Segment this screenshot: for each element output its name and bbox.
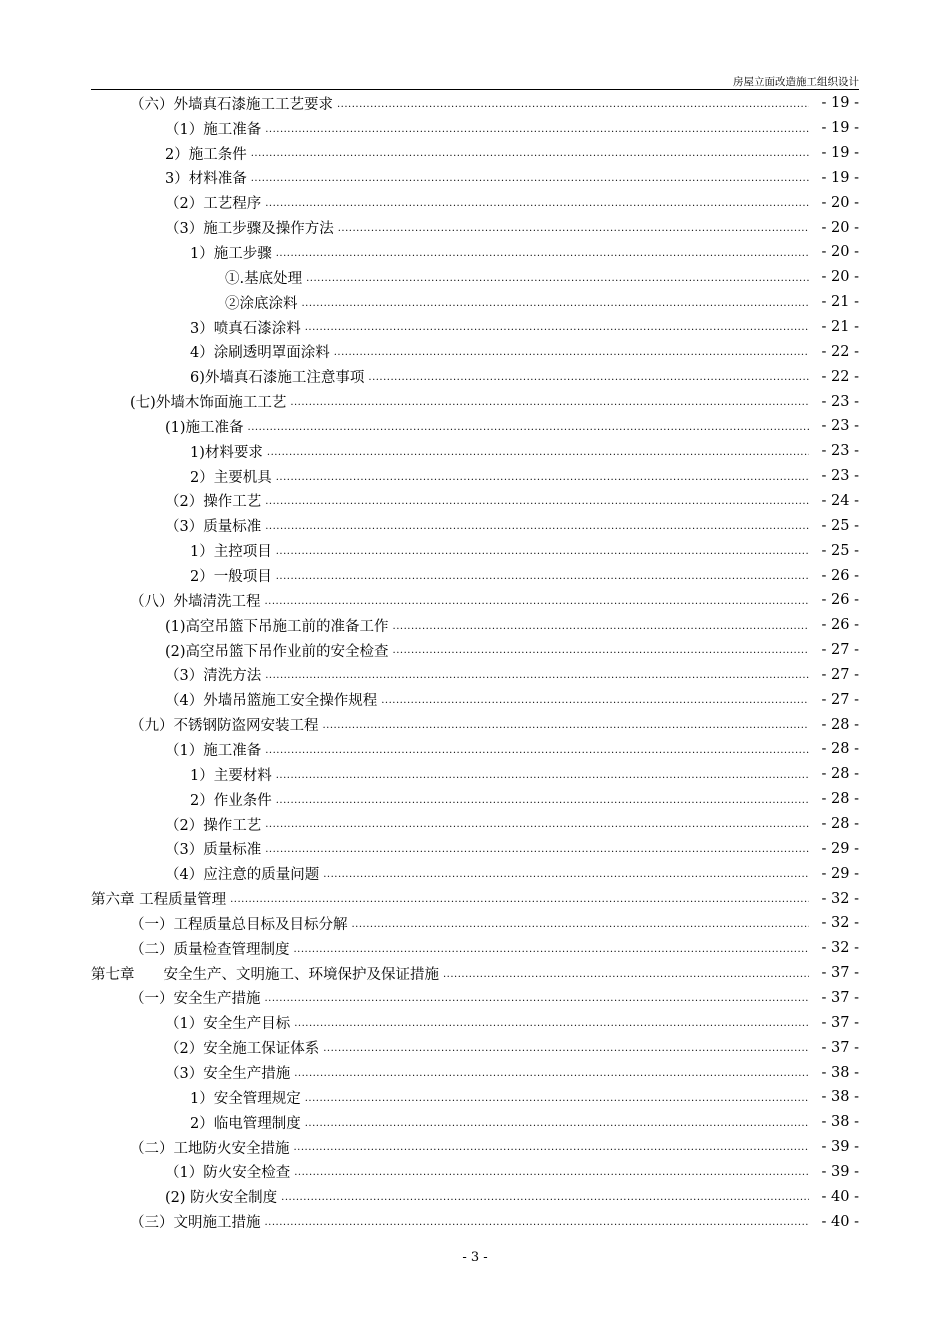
toc-entry-title: （一）安全生产措施 — [130, 991, 261, 1008]
toc-entry[interactable] — [0, 340, 859, 365]
toc-dot-leader — [265, 994, 810, 1004]
toc-entry-page: - 28 - — [821, 766, 859, 783]
toc-dot-leader — [265, 125, 809, 135]
toc-dot-leader — [230, 895, 809, 905]
page-number: - 3 - — [462, 1250, 488, 1265]
toc-entry[interactable] — [0, 1135, 859, 1160]
toc-dot-leader — [276, 249, 809, 259]
toc-entry-title: (2) 防火安全制度 — [165, 1190, 278, 1207]
toc-entry[interactable] — [0, 315, 859, 340]
toc-entry-title: 1）安全管理规定 — [190, 1090, 301, 1107]
toc-dot-leader — [302, 299, 810, 309]
toc-entry-title: 2）施工条件 — [165, 146, 247, 163]
toc-entry-title: （三）文明施工措施 — [130, 1215, 261, 1232]
toc-entry-page: - 28 - — [821, 791, 859, 808]
toc-entry[interactable] — [0, 414, 859, 439]
toc-entry-page: - 23 - — [821, 418, 859, 435]
toc-dot-leader — [323, 1044, 809, 1054]
toc-dot-leader — [265, 597, 810, 607]
toc-entry[interactable] — [0, 513, 859, 538]
toc-entry-title: 3）材料准备 — [165, 171, 247, 188]
toc-entry[interactable] — [0, 1160, 859, 1185]
toc-entry-page: - 39 - — [821, 1163, 859, 1180]
toc-entry[interactable] — [0, 464, 859, 489]
toc-entry-title: （1）防火安全检查 — [165, 1165, 291, 1182]
toc-entry-page: - 32 - — [821, 940, 859, 957]
toc-entry-page: - 22 - — [821, 343, 859, 360]
toc-entry-title: (1)高空吊篮下吊施工前的准备工作 — [165, 618, 389, 635]
toc-entry-title: 第七章 安全生产、文明施工、环境保护及保证措施 — [91, 966, 439, 983]
toc-entry-title: （4）外墙吊篮施工安全操作规程 — [165, 693, 378, 710]
toc-entry[interactable] — [0, 439, 859, 464]
toc-entry[interactable] — [0, 812, 859, 837]
toc-entry[interactable] — [0, 290, 859, 315]
toc-entry-title: 1）主要材料 — [190, 767, 272, 784]
toc-entry-title: (1)施工准备 — [165, 419, 244, 436]
toc-entry-page: - 21 - — [821, 319, 859, 336]
toc-entry-title: （九）不锈钢防盗网安装工程 — [130, 718, 319, 735]
toc-dot-leader — [381, 696, 809, 706]
toc-entry[interactable] — [0, 986, 859, 1011]
toc-dot-leader — [393, 622, 809, 632]
toc-entry[interactable] — [0, 166, 859, 191]
toc-dot-leader — [265, 199, 809, 209]
toc-entry-title: 2）临电管理制度 — [190, 1115, 301, 1132]
toc-entry[interactable] — [0, 961, 859, 986]
toc-entry[interactable] — [0, 563, 859, 588]
toc-entry-page: - 40 - — [821, 1213, 859, 1230]
toc-dot-leader — [334, 348, 809, 358]
toc-entry-page: - 37 - — [821, 1039, 859, 1056]
toc-entry-title: 4）涂刷透明罩面涂料 — [190, 345, 330, 362]
toc-entry-page: - 25 - — [821, 517, 859, 534]
toc-entry-title: (2)高空吊篮下吊作业前的安全检查 — [165, 643, 389, 660]
toc-entry-page: - 28 - — [821, 816, 859, 833]
toc-entry[interactable] — [0, 215, 859, 240]
toc-entry-title: 2）一般项目 — [190, 569, 272, 586]
toc-entry-page: - 19 - — [821, 95, 859, 112]
toc-dot-leader — [276, 796, 809, 806]
toc-entry[interactable] — [0, 240, 859, 265]
toc-dot-leader — [265, 845, 809, 855]
toc-entry[interactable] — [0, 737, 859, 762]
toc-entry-page: - 20 - — [821, 219, 859, 236]
toc-entry-page: - 23 - — [821, 468, 859, 485]
toc-dot-leader — [290, 398, 809, 408]
toc-dot-leader — [267, 448, 809, 458]
toc-entry-page: - 27 - — [821, 666, 859, 683]
toc-dot-leader — [276, 771, 809, 781]
toc-entry[interactable] — [0, 886, 859, 911]
toc-dot-leader — [276, 547, 809, 557]
toc-dot-leader — [276, 572, 809, 582]
toc-dot-leader — [294, 1019, 809, 1029]
toc-entry-title: （八）外墙清洗工程 — [130, 593, 261, 610]
toc-dot-leader — [265, 820, 809, 830]
toc-entry-title: （3）清洗方法 — [165, 668, 262, 685]
toc-dot-leader — [305, 323, 809, 333]
toc-entry-title: （1）施工准备 — [165, 121, 262, 138]
toc-dot-leader — [265, 1218, 810, 1228]
toc-entry[interactable] — [0, 638, 859, 663]
toc-entry-title: ②涂底涂料 — [225, 295, 298, 312]
toc-dot-leader — [294, 945, 810, 955]
toc-entry[interactable] — [0, 1184, 859, 1209]
toc-entry[interactable] — [0, 936, 859, 961]
toc-dot-leader — [338, 224, 809, 234]
toc-entry[interactable] — [0, 489, 859, 514]
toc-entry-page: - 25 - — [821, 542, 859, 559]
toc-entry[interactable] — [0, 1110, 859, 1135]
toc-dot-leader — [393, 646, 809, 656]
toc-entry-title: ①.基底处理 — [225, 270, 303, 287]
toc-entry-page: - 24 - — [821, 492, 859, 509]
toc-entry-page: - 37 - — [821, 1014, 859, 1031]
toc-entry-page: - 20 - — [821, 269, 859, 286]
toc-dot-leader — [251, 149, 809, 159]
toc-entry-page: - 32 - — [821, 890, 859, 907]
toc-entry-page: - 29 - — [821, 840, 859, 857]
toc-entry-title: （2）操作工艺 — [165, 494, 262, 511]
toc-entry[interactable] — [0, 588, 859, 613]
toc-entry-title: （1）施工准备 — [165, 742, 262, 759]
toc-dot-leader — [368, 373, 809, 383]
toc-entry[interactable] — [0, 1010, 859, 1035]
toc-entry[interactable] — [0, 712, 859, 737]
toc-entry-title: (七)外墙木饰面施工工艺 — [130, 395, 287, 412]
header-rule — [91, 89, 859, 90]
toc-entry[interactable] — [0, 861, 859, 886]
toc-entry[interactable] — [0, 613, 859, 638]
toc-entry[interactable] — [0, 141, 859, 166]
toc-entry-page: - 26 - — [821, 567, 859, 584]
toc-dot-leader — [294, 1143, 810, 1153]
toc-dot-leader — [305, 1094, 809, 1104]
toc-entry-page: - 19 - — [821, 120, 859, 137]
toc-entry[interactable] — [0, 762, 859, 787]
toc-entry-page: - 28 - — [821, 741, 859, 758]
toc-entry-title: （2）工艺程序 — [165, 196, 262, 213]
toc-entry[interactable] — [0, 787, 859, 812]
toc-dot-leader — [305, 1119, 809, 1129]
toc-entry[interactable] — [0, 91, 859, 116]
toc-entry-title: （3）质量标准 — [165, 519, 262, 536]
toc-dot-leader — [265, 522, 809, 532]
toc-entry-title: （3）安全生产措施 — [165, 1066, 291, 1083]
toc-dot-leader — [323, 721, 810, 731]
toc-dot-leader — [276, 473, 809, 483]
toc-entry[interactable] — [0, 538, 859, 563]
toc-entry[interactable] — [0, 1035, 859, 1060]
toc-dot-leader — [352, 920, 810, 930]
toc-entry-page: - 23 - — [821, 393, 859, 410]
toc-entry-title: 6)外墙真石漆施工注意事项 — [190, 370, 365, 387]
toc-entry-title: 1）主控项目 — [190, 544, 272, 561]
toc-entry-page: - 22 - — [821, 368, 859, 385]
toc-entry-page: - 39 - — [821, 1139, 859, 1156]
toc-entry-page: - 21 - — [821, 294, 859, 311]
toc-entry[interactable] — [0, 687, 859, 712]
toc-dot-leader — [294, 1168, 809, 1178]
toc-entry-page: - 26 - — [821, 617, 859, 634]
toc-entry-page: - 29 - — [821, 865, 859, 882]
toc-entry-title: （二）工地防火安全措施 — [130, 1140, 290, 1157]
toc-entry-title: 2）主要机具 — [190, 469, 272, 486]
toc-dot-leader — [281, 1193, 809, 1203]
toc-entry-page: - 32 - — [821, 915, 859, 932]
toc-entry[interactable] — [0, 364, 859, 389]
toc-entry-title: 2）作业条件 — [190, 792, 272, 809]
toc-entry-page: - 19 - — [821, 169, 859, 186]
toc-entry-page: - 38 - — [821, 1114, 859, 1131]
toc-dot-leader — [248, 423, 809, 433]
header-title: 房屋立面改造施工组织设计 — [733, 76, 859, 88]
toc-entry-title: （六）外墙真石漆施工工艺要求 — [130, 96, 333, 113]
toc-entry-title: （2）安全施工保证体系 — [165, 1041, 320, 1058]
toc-entry[interactable] — [0, 389, 859, 414]
toc-entry-title: 1）施工步骤 — [190, 245, 272, 262]
toc-entry-title: （2）操作工艺 — [165, 817, 262, 834]
toc-entry-page: - 19 - — [821, 145, 859, 162]
toc-entry[interactable] — [0, 1209, 859, 1234]
toc-dot-leader — [337, 100, 809, 110]
toc-entry-page: - 20 - — [821, 194, 859, 211]
toc-dot-leader — [306, 274, 809, 284]
toc-entry-title: 3）喷真石漆涂料 — [190, 320, 301, 337]
toc-dot-leader — [443, 970, 809, 980]
toc-entry-page: - 27 - — [821, 691, 859, 708]
toc-entry[interactable] — [0, 190, 859, 215]
toc-entry[interactable] — [0, 837, 859, 862]
toc-entry-title: （3）施工步骤及操作方法 — [165, 221, 334, 238]
toc-entry-title: （4）应注意的质量问题 — [165, 867, 320, 884]
toc-entry-page: - 40 - — [821, 1188, 859, 1205]
toc-entry-title: （3）质量标准 — [165, 842, 262, 859]
toc-dot-leader — [323, 870, 809, 880]
toc-dot-leader — [294, 1069, 809, 1079]
toc-entry-page: - 26 - — [821, 592, 859, 609]
toc-dot-leader — [265, 746, 809, 756]
toc-entry-page: - 23 - — [821, 443, 859, 460]
toc-entry-title: （一）工程质量总目标及目标分解 — [130, 916, 348, 933]
toc-entry-title: 第六章 工程质量管理 — [91, 892, 227, 909]
toc-dot-leader — [251, 174, 809, 184]
toc-entry[interactable] — [0, 911, 859, 936]
toc-dot-leader — [265, 671, 809, 681]
toc-entry-title: （二）质量检查管理制度 — [130, 941, 290, 958]
toc-dot-leader — [265, 497, 809, 507]
toc-entry-page: - 37 - — [821, 965, 859, 982]
toc-entry[interactable] — [0, 1085, 859, 1110]
toc-entry-title: （1）安全生产目标 — [165, 1016, 291, 1033]
toc-entry[interactable] — [0, 663, 859, 688]
toc-entry-title: 1)材料要求 — [190, 444, 263, 461]
toc-entry-page: - 38 - — [821, 1089, 859, 1106]
toc-entry-page: - 28 - — [821, 716, 859, 733]
toc-entry[interactable] — [0, 116, 859, 141]
toc-entry[interactable] — [0, 1060, 859, 1085]
toc-entry-page: - 37 - — [821, 989, 859, 1006]
toc-entry[interactable] — [0, 265, 859, 290]
toc-entry-page: - 20 - — [821, 244, 859, 261]
toc-entry-page: - 27 - — [821, 642, 859, 659]
toc-entry-page: - 38 - — [821, 1064, 859, 1081]
